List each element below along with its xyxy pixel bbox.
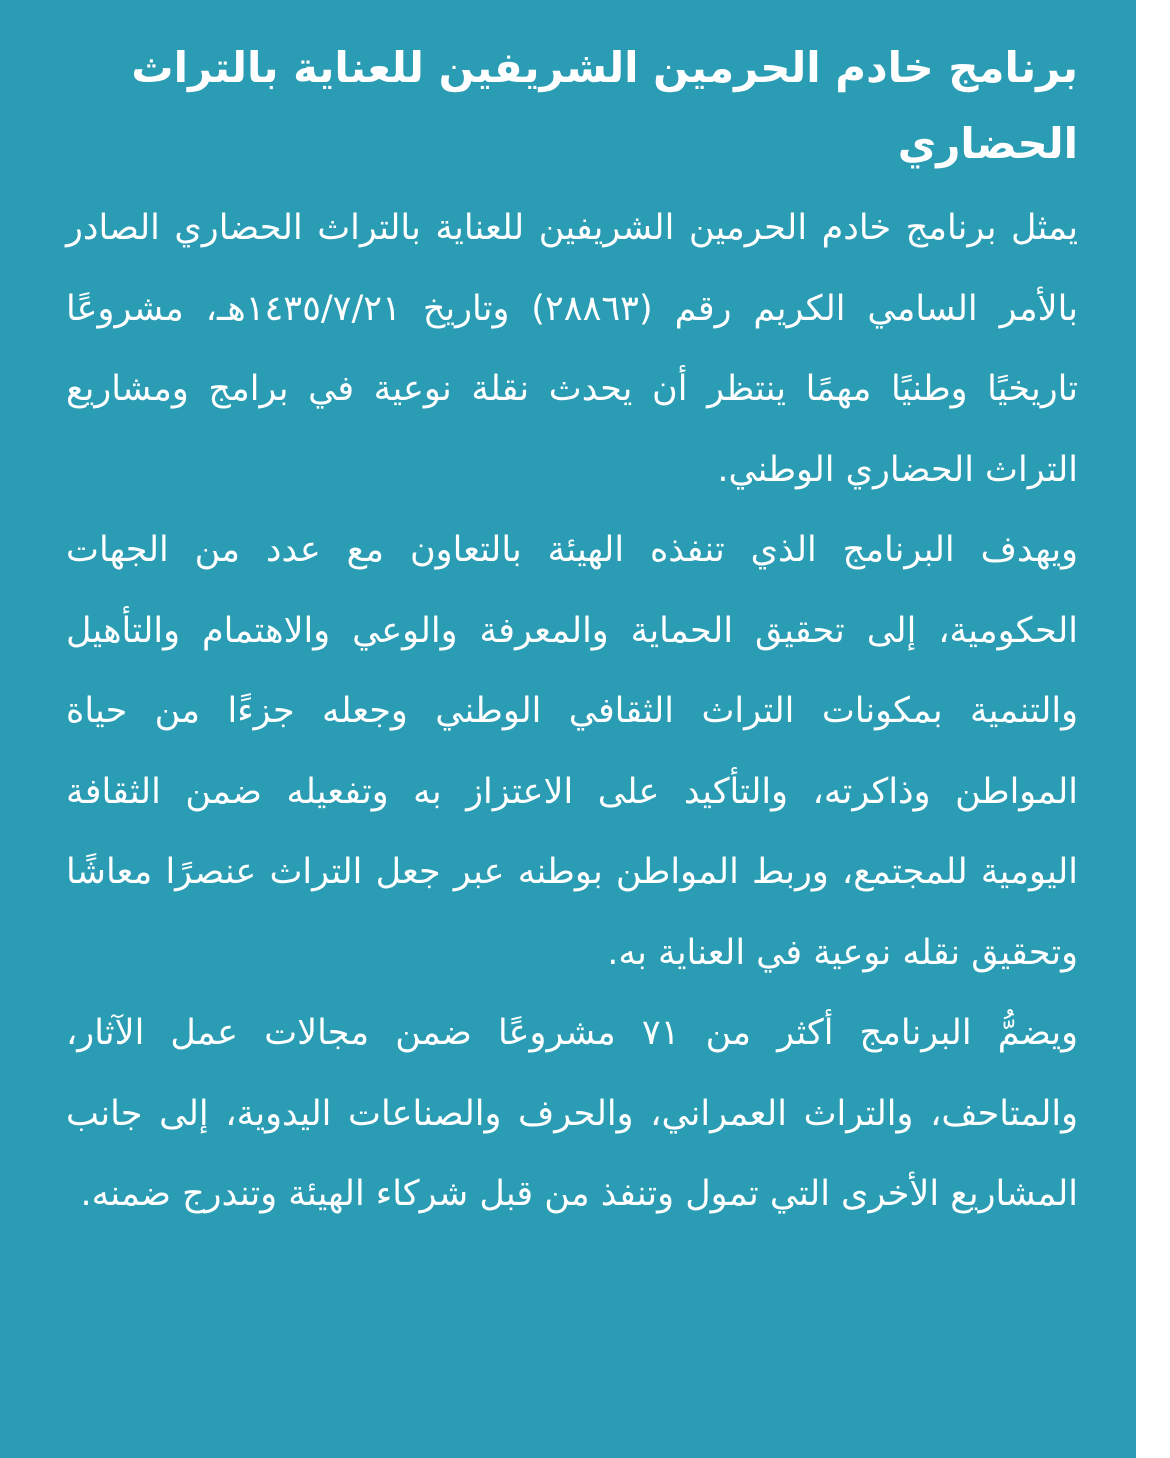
paragraph-intro: يمثل برنامج خادم الحرمين الشريفين للعناية بالتراث الحضاري الصادر بالأمر السامي الكريم رقم (٢٨٨٦٣) وتاريخ ١٤٣٥/٧/٢١هـ، مشروعًا تاريخيًا وطنيًا مهمًا ينتظر أن يحدث نقلة نوعية في برامج ومشاريع التراث الحضاري الوطني.	[66, 208, 1078, 490]
paragraph-goals: ويهدف البرنامج الذي تنفذه الهيئة بالتعاون مع عدد من الجهات الحكومية، إلى تحقيق الحماية والمعرفة والوعي والاهتمام والتأهيل والتنمية بمكونات التراث الثقافي الوطني وجعله جزءًا من حياة المواطن وذاكرته، والتأكيد على الاعتزاز به وتفعيله ضمن الثقافة اليومية للمجتمع، وربط المواطن بوطنه عبر جعل التراث عنصرًا معاشًا وتحقيق نقله نوعية في العناية به.	[66, 530, 1078, 973]
article-title: برنامج خادم الحرمين الشريفين للعناية بالتراث الحضاري	[131, 43, 1078, 168]
paragraph-projects: ويضمُّ البرنامج أكثر من ٧١ مشروعًا ضمن مجالات عمل الآثار، والمتاحف، والتراث العمراني، والحرف والصناعات اليدوية، إلى جانب المشاريع الأخرى التي تمول وتنفذ من قبل شركاء الهيئة وتندرج ضمنه.	[66, 1013, 1078, 1214]
